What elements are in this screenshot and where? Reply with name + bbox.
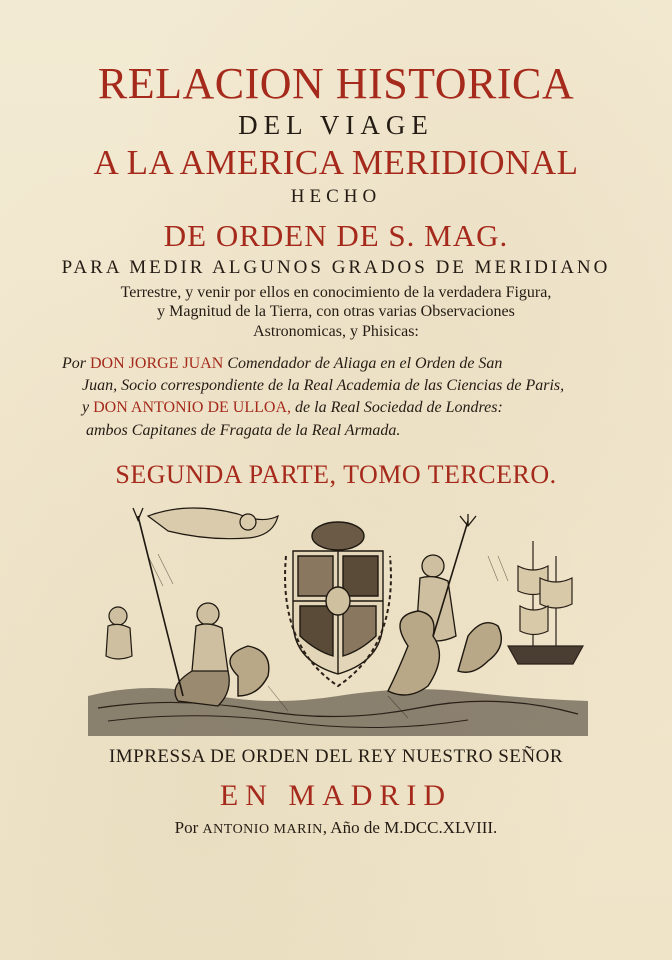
author-name-jorge-juan: DON JORGE JUAN — [90, 355, 224, 372]
purpose-line-1: PARA MEDIR ALGUNOS GRADOS DE MERIDIANO — [61, 257, 611, 278]
purpose-line-3: y Magnitud de la Tierra, con otras varias Observaciones — [157, 303, 515, 320]
printer-name: ANTONIO MARIN — [202, 822, 323, 837]
printer-line — [0, 818, 672, 838]
title-line-3: A LA AMERICA MERIDIONAL — [93, 143, 579, 182]
author-line-1 — [62, 355, 612, 373]
author-name-antonio-de-ulloa: DON ANTONIO DE ULLOA, — [93, 399, 292, 416]
title-line-5: DE ORDEN DE S. MAG. — [163, 218, 509, 253]
author-line-1-post: Comendador de Aliaga en el Orden de San — [223, 355, 503, 372]
author-line-3-post: de la Real Sociedad de Londres: — [291, 399, 503, 416]
author-line-2: Juan, Socio correspondiente de la Real Academia de las Ciencias de Paris, — [82, 377, 565, 394]
title-line-1: RELACION HISTORICA — [97, 59, 575, 108]
purpose-line-4: Astronomicas, y Phisicas: — [253, 323, 419, 340]
part-volume: SEGUNDA PARTE, TOMO TERCERO. — [115, 460, 557, 489]
author-line-1-pre: Por — [62, 355, 90, 372]
author-line-3 — [82, 399, 582, 417]
printer-post: , Año de M.DCC.XLVIII. — [322, 818, 498, 837]
imprint-line: IMPRESSA DE ORDEN DEL REY NUESTRO SEÑOR — [108, 746, 564, 767]
title-line-2: DEL VIAGE — [238, 110, 434, 140]
author-line-3-pre: y — [82, 399, 94, 416]
title-line-4: HECHO — [290, 186, 382, 207]
printer-pre: Por — [174, 818, 203, 837]
purpose-line-2: Terrestre, y venir por ellos en conocimiento de la verdadera Figura, — [120, 284, 552, 301]
place-of-publication: EN MADRID — [219, 779, 453, 812]
royal-arms-engraving-icon — [88, 496, 588, 736]
author-line-4: ambos Capitanes de Fragata de la Real Armada. — [86, 422, 401, 439]
